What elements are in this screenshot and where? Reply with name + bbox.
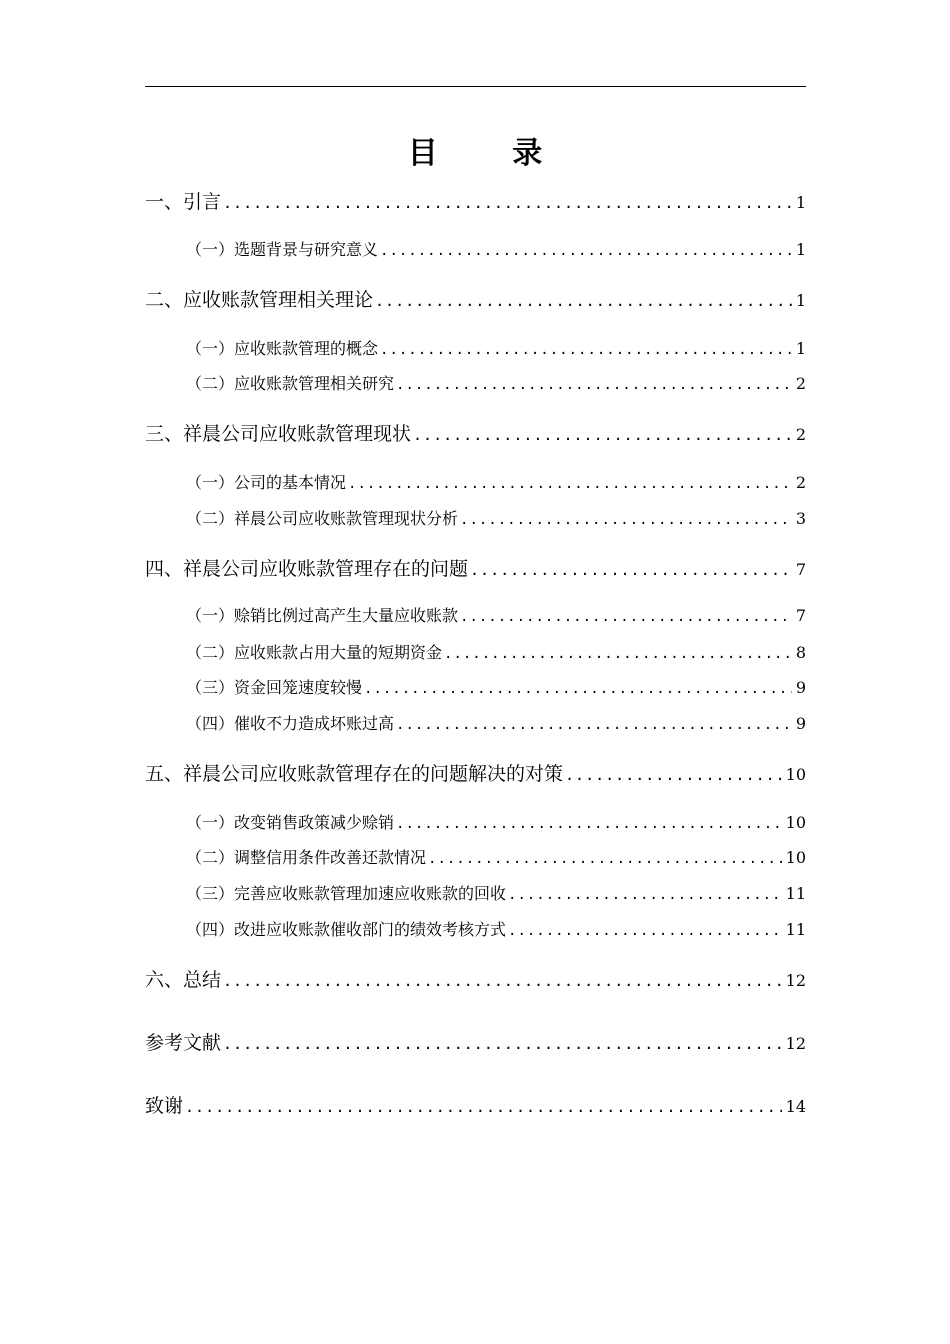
toc-page-number: 1	[795, 291, 806, 310]
toc-leader-dots	[563, 762, 782, 788]
toc-page-number: 14	[785, 1097, 806, 1116]
toc-entry-company-basics[interactable]	[186, 472, 806, 495]
toc-page-number: 10	[785, 765, 806, 784]
toc-entry-current-status[interactable]	[145, 421, 806, 448]
toc-leader-dots	[426, 848, 782, 870]
toc-page-number: 11	[785, 920, 806, 939]
toc-entry-solution-2[interactable]	[186, 847, 806, 870]
toc-page-number: 1	[795, 193, 806, 212]
toc-entry-acknowledgements[interactable]	[145, 1093, 806, 1120]
toc-leader-dots	[394, 813, 782, 835]
toc-leader-dots	[394, 374, 792, 396]
toc-leader-dots	[506, 920, 782, 942]
toc-label: 参考文献	[145, 1032, 222, 1054]
toc-label: 一、引言	[145, 191, 222, 213]
toc-entry-solution-4[interactable]	[186, 919, 806, 942]
toc-page-number: 7	[795, 606, 806, 625]
toc-entry-problems[interactable]	[145, 556, 806, 583]
toc-label: （三）资金回笼速度较慢	[186, 678, 363, 697]
toc-leader-dots	[221, 1031, 782, 1057]
toc-label: 三、祥晨公司应收账款管理现状	[145, 423, 412, 445]
toc-entry-theory[interactable]	[145, 287, 806, 314]
toc-entry-problem-1[interactable]	[186, 605, 806, 628]
toc-label: 六、总结	[145, 969, 222, 991]
toc-page-number: 1	[795, 339, 806, 358]
toc-label: （一）赊销比例过高产生大量应收账款	[186, 606, 459, 625]
toc-label: （一）应收账款管理的概念	[186, 339, 379, 358]
toc-label: （二）应收账款管理相关研究	[186, 374, 395, 393]
toc-label: （四）催收不力造成坏账过高	[186, 714, 395, 733]
toc-leader-dots	[458, 606, 792, 628]
toc-page-number: 8	[795, 643, 806, 662]
toc-label: 致谢	[145, 1095, 184, 1117]
toc-page-number: 3	[795, 509, 806, 528]
toc-leader-dots	[183, 1094, 782, 1120]
toc-label: 四、祥晨公司应收账款管理存在的问题	[145, 558, 469, 580]
toc-label: （二）调整信用条件改善还款情况	[186, 848, 427, 867]
toc-entry-summary[interactable]	[145, 967, 806, 994]
toc-label: （一）选题背景与研究意义	[186, 240, 379, 259]
toc-entry-problem-3[interactable]	[186, 677, 806, 700]
toc-leader-dots	[442, 643, 792, 665]
toc-label: （一）改变销售政策减少赊销	[186, 813, 395, 832]
toc-entry-status-analysis[interactable]	[186, 508, 806, 531]
toc-page-number: 2	[795, 425, 806, 444]
toc-entry-background[interactable]	[186, 239, 806, 262]
toc-leader-dots	[378, 240, 792, 262]
toc-label: （一）公司的基本情况	[186, 473, 347, 492]
toc-page-number: 9	[795, 678, 806, 697]
toc-entry-references[interactable]	[145, 1030, 806, 1057]
toc-page-number: 11	[785, 884, 806, 903]
toc-page-number: 10	[785, 813, 806, 832]
toc-leader-dots	[394, 714, 792, 736]
toc-leader-dots	[411, 422, 792, 448]
toc-page-number: 1	[795, 240, 806, 259]
toc-label: 二、应收账款管理相关理论	[145, 289, 374, 311]
toc-leader-dots	[221, 190, 792, 216]
toc-leader-dots	[221, 968, 782, 994]
toc-entry-problem-2[interactable]	[186, 642, 806, 665]
toc-label: （二）祥晨公司应收账款管理现状分析	[186, 509, 459, 528]
toc-page-number: 12	[785, 971, 806, 990]
toc-leader-dots	[506, 884, 782, 906]
toc-page-number: 7	[795, 560, 806, 579]
toc-leader-dots	[458, 509, 792, 531]
toc-page-number: 2	[795, 473, 806, 492]
toc-leader-dots	[378, 339, 792, 361]
toc-page-number: 12	[785, 1034, 806, 1053]
toc-leader-dots	[468, 557, 792, 583]
toc-label: （四）改进应收账款催收部门的绩效考核方式	[186, 920, 507, 939]
toc-leader-dots	[346, 473, 792, 495]
toc-page-number: 10	[785, 848, 806, 867]
toc-leader-dots	[373, 288, 792, 314]
page-title: 目 录	[407, 136, 575, 171]
toc-entry-concept[interactable]	[186, 338, 806, 361]
toc-label: 五、祥晨公司应收账款管理存在的问题解决的对策	[145, 763, 564, 785]
toc-entry-solution-1[interactable]	[186, 812, 806, 835]
toc-entry-solutions[interactable]	[145, 761, 806, 788]
toc-entry-related-research[interactable]	[186, 373, 806, 396]
toc-entry-problem-4[interactable]	[186, 713, 806, 736]
toc-entry-introduction[interactable]	[145, 189, 806, 216]
header-rule	[145, 86, 806, 87]
toc-page-number: 2	[795, 374, 806, 393]
toc-label: （三）完善应收账款管理加速应收账款的回收	[186, 884, 507, 903]
toc-leader-dots	[362, 678, 792, 700]
toc-page-number: 9	[795, 714, 806, 733]
toc-entry-solution-3[interactable]	[186, 883, 806, 906]
toc-label: （二）应收账款占用大量的短期资金	[186, 643, 443, 662]
